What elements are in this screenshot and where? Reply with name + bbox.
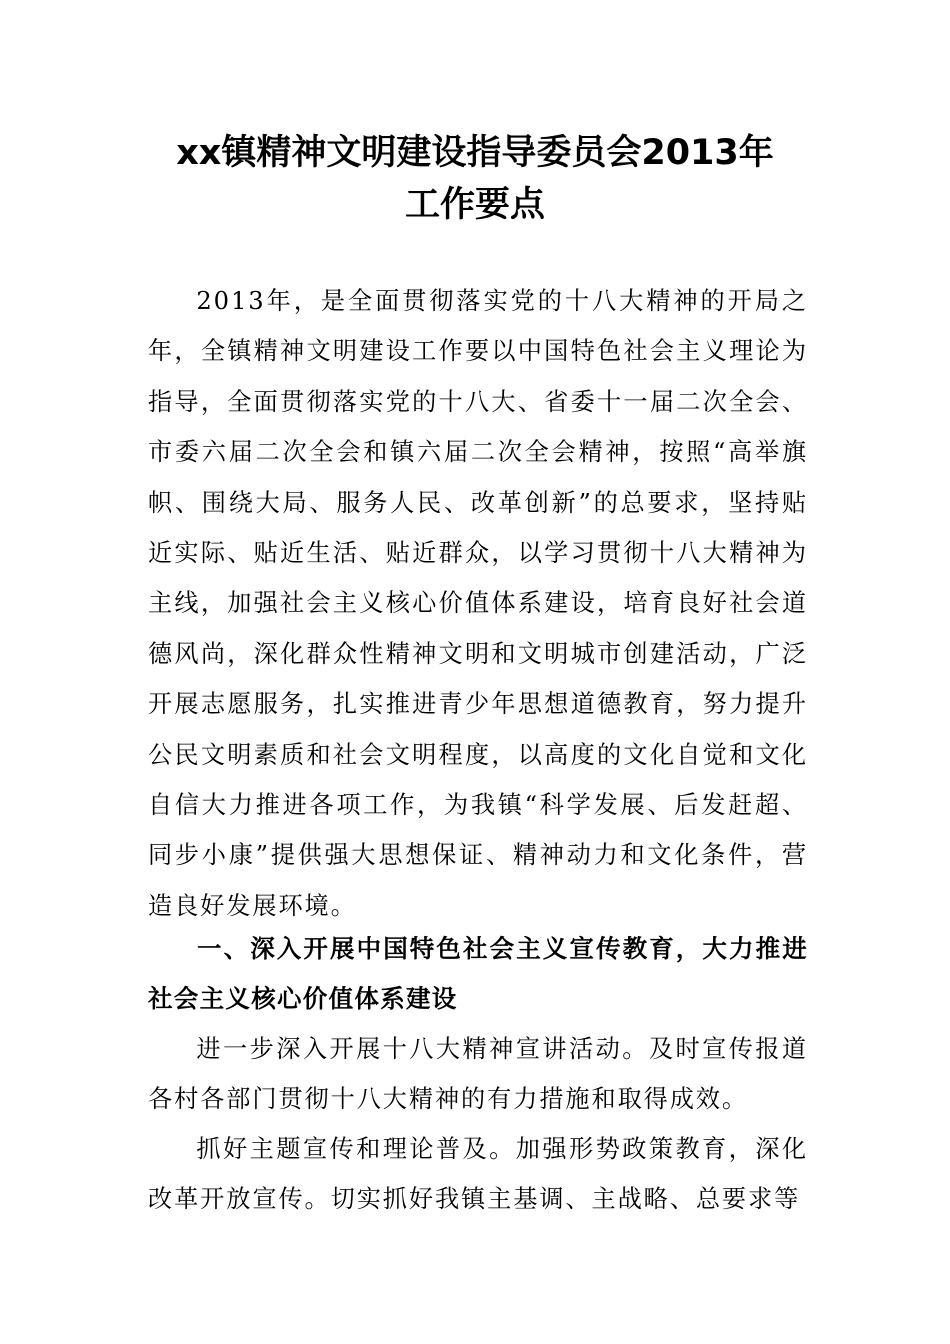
document-title-line-1: xx镇精神文明建设指导委员会2013年 xyxy=(176,133,774,173)
section-paragraph: 进一步深入开展十八大精神宣讲活动。及时宣传报道各村各部门贯彻十八大精神的有力措施和取得成效。 xyxy=(148,1035,808,1114)
intro-paragraph: 2013年，是全面贯彻落实党的十八大精神的开局之年，全镇精神文明建设工作要以中国特色社会主义理论为指导，全面贯彻落实党的十八大、省委十一届二次全会、市委六届二次全会和镇六届二次全会精神，按照“高举旗帜、围绕大局、服务人民、改革创新”的总要求，坚持贴近实际、贴近生活、贴近群众，以学习贯彻十八大精神为主线，加强社会主义核心价值体系建设，培育良好社会道德风尚，深化群众性精神文明和文明城市创建活动，广泛开展志愿服务，扎实推进青少年思想道德教育，努力提升公民文明素质和社会文明程度，以高度的文化自觉和文化自信大力推进各项工作，为我镇“科学发展、后发赶超、同步小康”提供强大思想保证、精神动力和文化条件，营造良好发展环境。 xyxy=(148,287,808,920)
section-paragraph: 抓好主题宣传和理论普及。加强形势政策教育，深化改革开放宣传。切实抓好我镇主基调、主战略、总要求等 xyxy=(148,1135,808,1214)
section-heading: 一、深入开展中国特色社会主义宣传教育，大力推进社会主义核心价值体系建设 xyxy=(148,934,808,1013)
document-title-line-2: 工作要点 xyxy=(404,185,545,225)
